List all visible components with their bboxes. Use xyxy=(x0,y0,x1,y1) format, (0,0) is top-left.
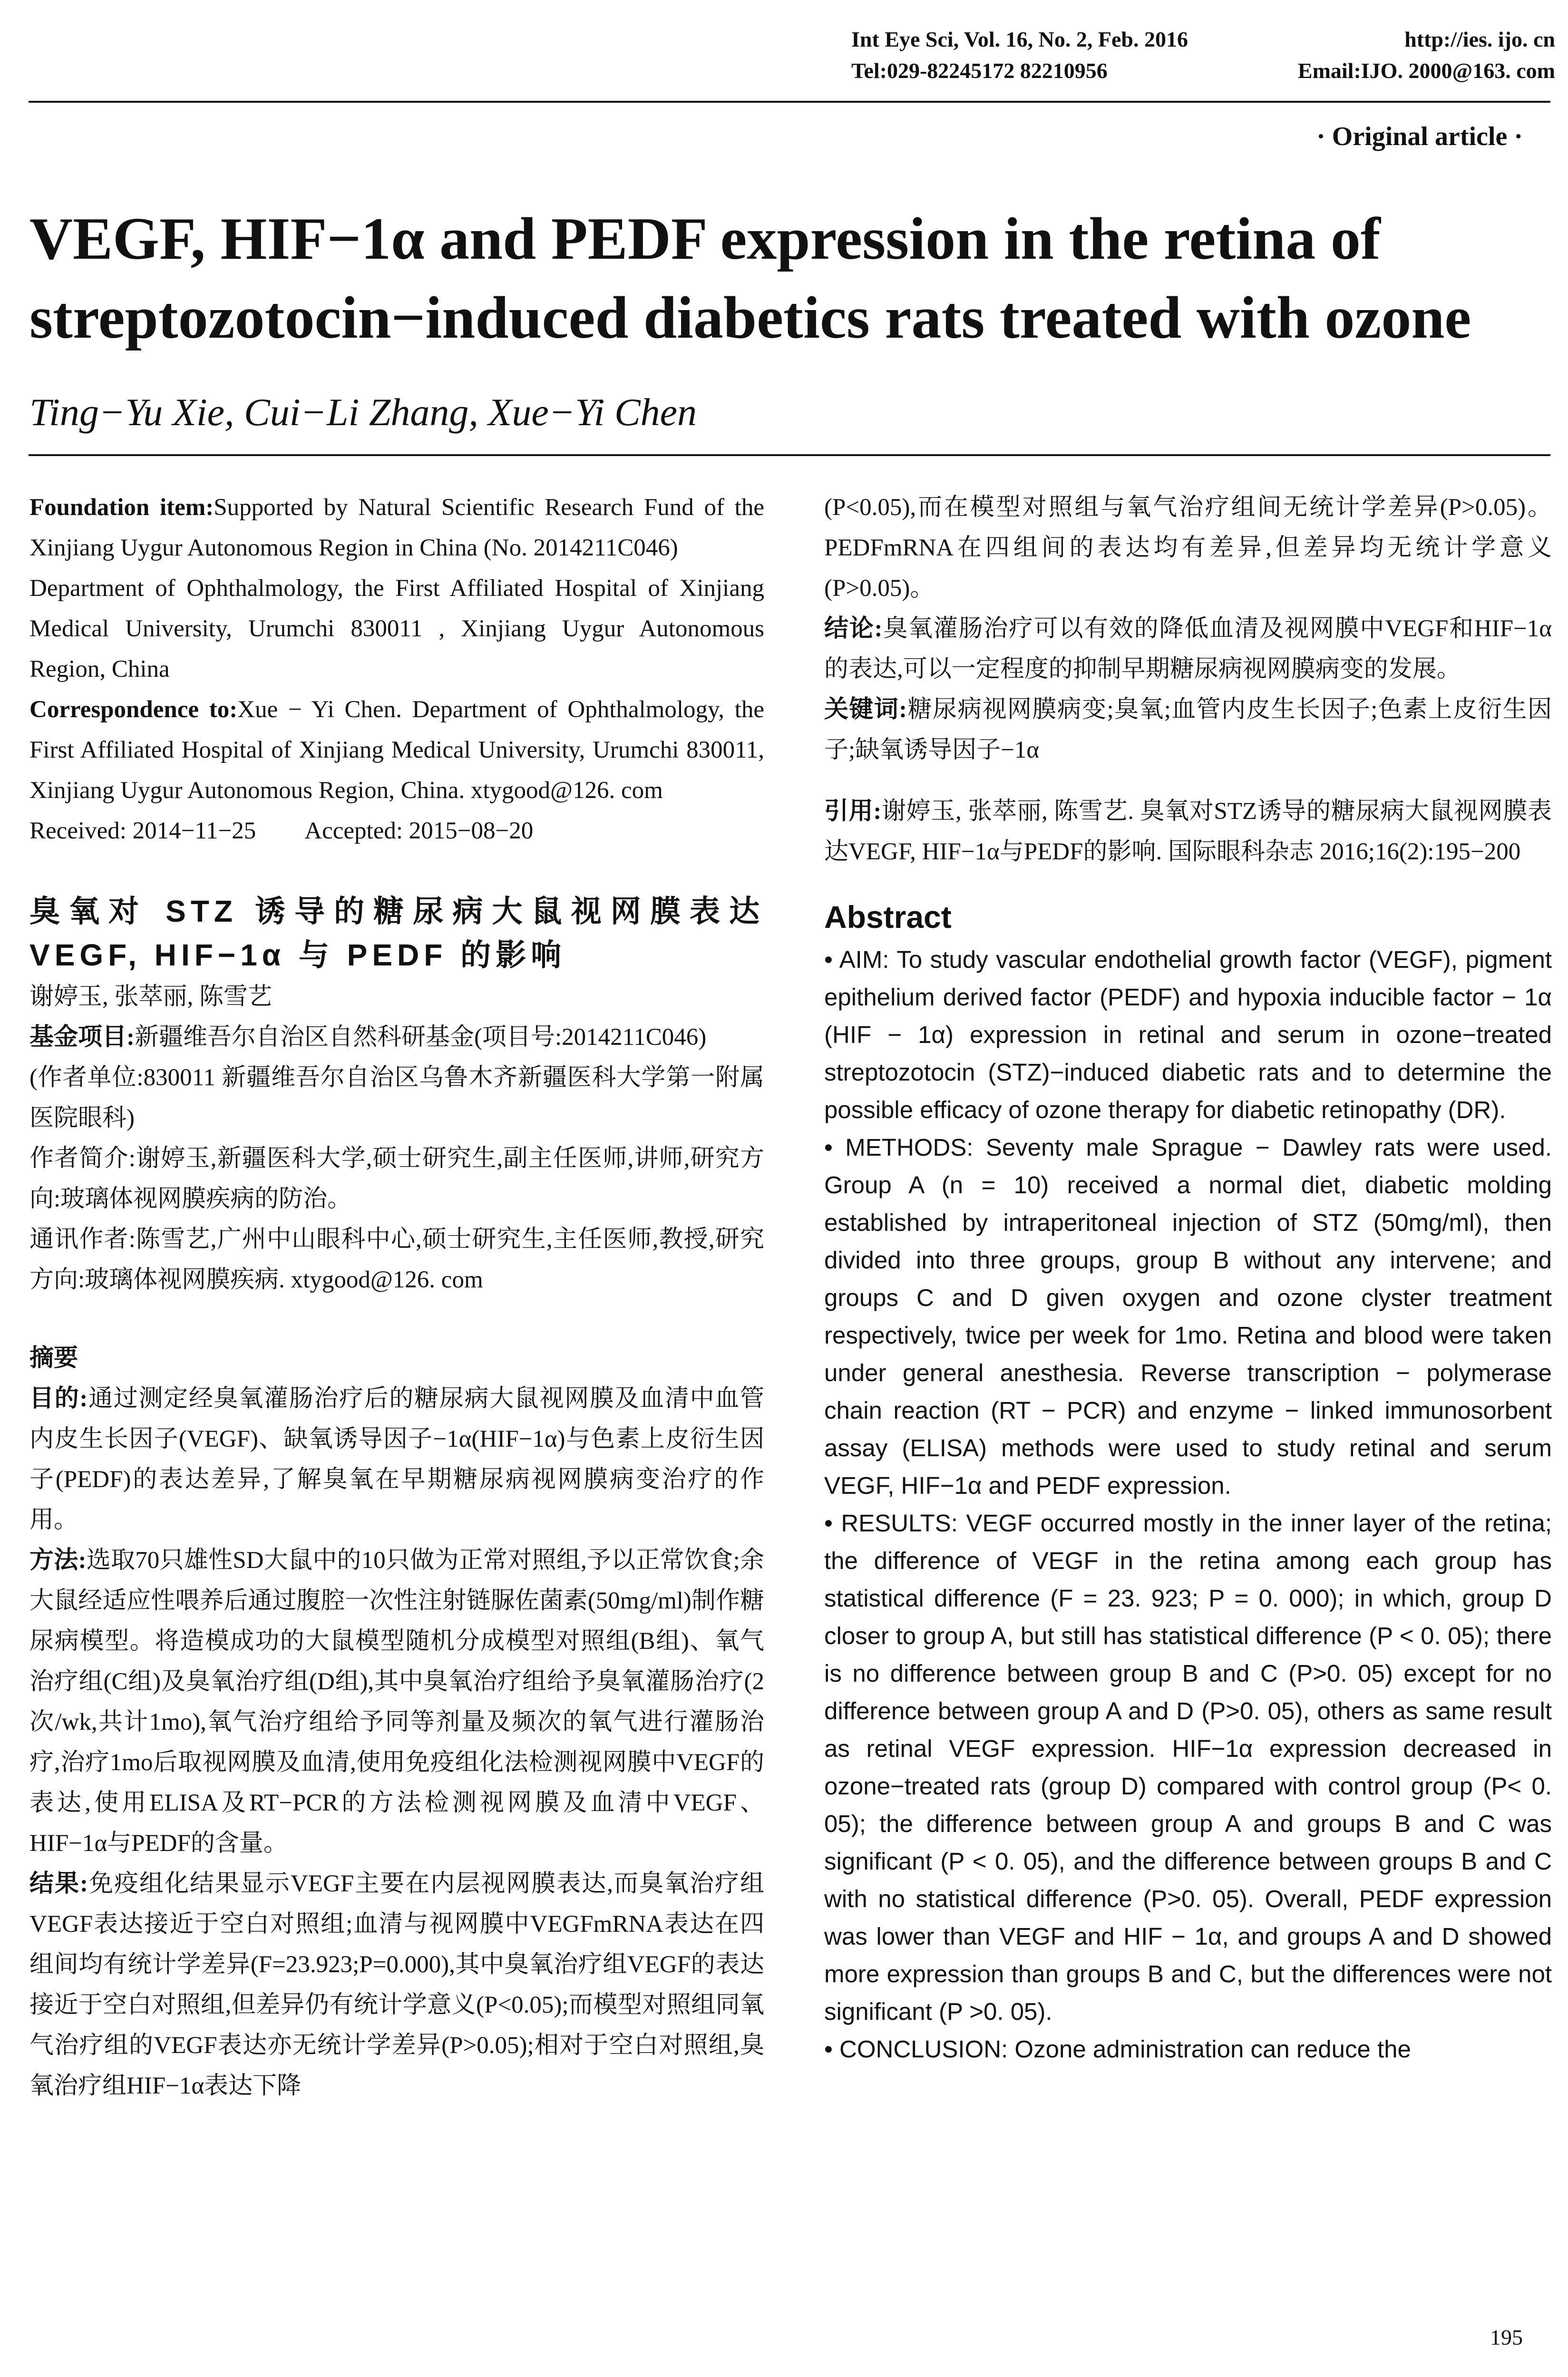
abstract-aim: • AIM: To study vascular endothelial growth factor (VEGF), pigment epithelium derived factor (PEDF) and hypoxia inducible factor − 1α (HIF − 1α) expression in retinal and serum in ozone−treated streptozotocin (STZ)−induced diabetic rats and to determine the possible efficacy of ozone therapy for diabetic retinopathy (DR). xyxy=(824,946,1552,1123)
chinese-bio: 作者简介:谢婷玉,新疆医科大学,硕士研究生,副主任医师,讲师,研究方向:玻璃体视网膜疾病的防治。 xyxy=(29,1145,764,1212)
journal-citation: Int Eye Sci, Vol. 16, No. 2, Feb. 2016 xyxy=(851,27,1188,51)
title-rule xyxy=(29,454,1550,456)
authors: Ting−Yu Xie, Cui−Li Zhang, Xue−Yi Chen xyxy=(29,390,697,434)
journal-website[interactable]: http://ies. ijo. cn xyxy=(1404,27,1555,51)
correspondence: Correspondence to:Xue − Yi Chen. Department of Ophthalmology, the First Affiliated Hospital of Xinjiang Medical University, Urumchi 830011, Xinjiang Uygur Autonomous Region, China. xtygood@126. com xyxy=(29,696,765,804)
article-title: VEGF, HIF−1α and PEDF expression in the retina of streptozotocin−induced diabetics rats treated with ozone xyxy=(29,206,1471,351)
header-rule xyxy=(29,101,1550,103)
chinese-unit: (作者单位:830011 新疆维吾尔自治区乌鲁木齐新疆医科大学第一附属医院眼科) xyxy=(29,1064,764,1131)
dates: Received: 2014−11−25 Accepted: 2015−08−20 xyxy=(29,818,534,844)
chinese-aim: 目的:通过测定经臭氧灌肠治疗后的糖尿病大鼠视网膜及血清中血管内皮生长因子(VEGF)、缺氧诱导因子−1α(HIF−1α)与色素上皮衍生因子(PEDF)的表达差异,了解臭氧在早期糖尿病视网膜病变治疗的作用。 xyxy=(29,1385,764,1533)
chinese-conclusion: 结论:臭氧灌肠治疗可以有效的降低血清及视网膜中VEGF和HIF−1α的表达,可以一定程度的抑制早期糖尿病视网膜病变的发展。 xyxy=(824,615,1552,682)
page-number: 195 xyxy=(1490,2325,1523,2349)
foundation-item: Foundation item:Supported by Natural Scientific Research Fund of the Xinjiang Uygur Autonomous Region in China (No. 2014211C046) xyxy=(29,494,764,561)
chinese-authors: 谢婷玉, 张萃丽, 陈雪艺 xyxy=(29,984,273,1010)
right-column xyxy=(824,487,1552,2068)
abstract-methods: • METHODS: Seventy male Sprague − Dawley rats were used. Group A (n = 10) received a normal diet, diabetic molding established by intraperitoneal injection of STZ (50mg/ml), then divided into three groups, group B without any intervene; and groups C and D given oxygen and ozone clyster treatment respectively, twice per week for 1mo. Retina and blood were taken under general anesthesia. Reverse transcription − polymerase chain reaction (RT − PCR) and enzyme − linked immunosorbent assay (ELISA) methods were used to study retinal and serum VEGF, HIF−1α and PEDF expression. xyxy=(824,1134,1552,1499)
chinese-title: 臭氧对 STZ 诱导的糖尿病大鼠视网膜表达 VEGF, HIF−1α 与 PEDF 的影响 xyxy=(29,894,764,972)
abstract-conclusion: • CONCLUSION: Ozone administration can reduce the xyxy=(824,2036,1411,2063)
left-column xyxy=(29,487,764,2106)
chinese-abstract-label: 摘要 xyxy=(29,1345,78,1372)
chinese-results-continued: (P<0.05),而在模型对照组与氧气治疗组间无统计学差异(P>0.05)。PEDFmRNA在四组间的表达均有差异,但差异均无统计学意义(P>0.05)。 xyxy=(824,494,1552,602)
journal-email[interactable]: Email:IJO. 2000@163. com xyxy=(1297,58,1555,83)
section-label: · Original article · xyxy=(1316,122,1523,151)
chinese-fund: 基金项目:新疆维吾尔自治区自然科研基金(项目号:2014211C046) xyxy=(29,1024,707,1051)
affiliation: Department of Ophthalmology, the First Affiliated Hospital of Xinjiang Medical University, Urumchi 830011 , Xinjiang Uygur Autonomous Region, China xyxy=(29,575,764,682)
abstract-heading: Abstract xyxy=(824,899,952,935)
journal-header xyxy=(851,24,1555,87)
chinese-citation: 引用:谢婷玉, 张萃丽, 陈雪艺. 臭氧对STZ诱导的糖尿病大鼠视网膜表达VEGF, HIF−1α与PEDF的影响. 国际眼科杂志 2016;16(2):195−200 xyxy=(824,798,1552,865)
journal-tel: Tel:029-82245172 82210956 xyxy=(851,58,1108,83)
abstract-results: • RESULTS: VEGF occurred mostly in the inner layer of the retina; the difference of VEGF in the retina among each group has statistical difference (F = 23. 923; P = 0. 000); in which, group D closer to group A, but still has statistical difference (P < 0. 05); there is no difference between group B and C (P>0. 05) except for no difference between group A and D (P>0. 05), others as same result as retinal VEGF expression. HIF−1α expression decreased in ozone−treated rats (group D) compared with control group (P< 0. 05); the difference between group A and groups B and C was significant (P < 0. 05), and the difference between groups B and C with no statistical difference (P>0. 05). Overall, PEDF expression was lower than VEGF and HIF − 1α, and groups A and D showed more expression than groups B and C, but the differences were not significant (P >0. 05). xyxy=(824,1510,1552,2025)
abstract-body xyxy=(824,941,1552,2068)
chinese-keywords: 关键词:糖尿病视网膜病变;臭氧;血管内皮生长因子;色素上皮衍生因子;缺氧诱导因子−1α xyxy=(824,696,1552,763)
chinese-correspondence: 通讯作者:陈雪艺,广州中山眼科中心,硕士研究生,主任医师,教授,研究方向:玻璃体视网膜疾病. xtygood@126. com xyxy=(29,1226,764,1293)
chinese-results: 结果:免疫组化结果显示VEGF主要在内层视网膜表达,而臭氧治疗组VEGF表达接近于空白对照组;血清与视网膜中VEGFmRNA表达在四组间均有统计学差异(F=23.923;P=0.000),其中臭氧治疗组VEGF的表达接近于空白对照组,但差异仍有统计学意义(P<0.05);而模型对照组同氧气治疗组的VEGF表达亦无统计学差异(P>0.05);相对于空白对照组,臭氧治疗组HIF−1α表达下降 xyxy=(29,1870,765,2099)
chinese-methods: 方法:选取70只雄性SD大鼠中的10只做为正常对照组,予以正常饮食;余大鼠经适应性喂养后通过腹腔一次性注射链脲佐菌素(50mg/ml)制作糖尿病模型。将造模成功的大鼠模型随机分成模型对照组(B组)、氧气治疗组(C组)及臭氧治疗组(D组),其中臭氧治疗组给予臭氧灌肠治疗(2次/wk,共计1mo),氧气治疗组给予同等剂量及频次的氧气进行灌肠治疗,治疗1mo后取视网膜及血清,使用免疫组化法检测视网膜中VEGF的表达,使用ELISA及RT−PCR的方法检测视网膜及血清中VEGF、HIF−1α与PEDF的含量。 xyxy=(29,1547,764,1857)
